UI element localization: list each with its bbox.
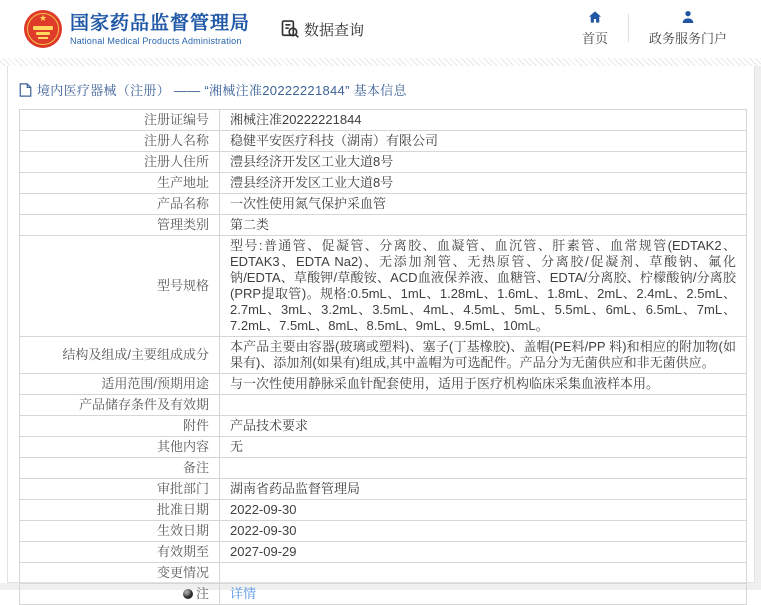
table-row (20, 584, 747, 605)
brand-text (70, 13, 250, 46)
detail-link[interactable]: 详情 (230, 586, 257, 601)
content-area (0, 66, 761, 601)
table-row (20, 395, 747, 416)
row-value (220, 458, 747, 479)
table-row (20, 500, 747, 521)
row-value: 2022-09-30 (220, 500, 747, 521)
nav-home[interactable] (562, 9, 628, 47)
table-row (20, 173, 747, 194)
registration-info-table (19, 109, 747, 605)
person-icon (680, 9, 696, 25)
home-icon (587, 9, 603, 25)
row-label: 有效期至 (20, 542, 220, 563)
row-label: 批准日期 (20, 500, 220, 521)
row-value: 湘械注准20222221844 (220, 110, 747, 131)
row-value (220, 395, 747, 416)
row-value: 型号:普通管、促凝管、分离胶、血凝管、血沉管、肝素管、血常规管(EDTAK2、EDTAK3、EDTA Na2)、无添加剂管、无热原管、分离胶/促凝剂、草酸钠、氟化钠/EDTA、草酸钾/草酸铵、ACD血液保养液、血糖管、EDTA/分离胶、柠檬酸钠/分离胶(PRP提取管)。规格:0.5mL、1mL、1.28mL、1.6mL、1.8mL、2mL、2.4mL、2.5mL、2.7mL、3mL、3.2mL、3.5mL、4mL、4.5mL、5mL、5.5mL、6mL、6.5mL、7mL、7.2mL、7.5mL、8mL、8.5mL、9mL、9.5mL、10mL。 (220, 236, 747, 337)
row-label: 注册证编号 (20, 110, 220, 131)
table-row (20, 110, 747, 131)
data-query-button[interactable] (280, 19, 364, 40)
row-label: 产品储存条件及有效期 (20, 395, 220, 416)
header-nav (562, 9, 747, 47)
row-label: 注册人住所 (20, 152, 220, 173)
row-label: 生产地址 (20, 173, 220, 194)
row-label: 其他内容 (20, 437, 220, 458)
row-value (220, 563, 747, 584)
row-label: 附件 (20, 416, 220, 437)
row-value: 无 (220, 437, 747, 458)
row-label: 变更情况 (20, 563, 220, 584)
row-value: 澧县经济开发区工业大道8号 (220, 173, 747, 194)
table-row (20, 236, 747, 337)
table-row (20, 521, 747, 542)
registration-info-rows (20, 110, 747, 605)
row-label: 适用范围/预期用途 (20, 374, 220, 395)
table-row (20, 131, 747, 152)
document-search-icon (280, 19, 300, 39)
row-value: 2022-09-30 (220, 521, 747, 542)
brand (24, 10, 250, 48)
row-value: 稳健平安医疗科技（湖南）有限公司 (220, 131, 747, 152)
agency-name-en: National Medical Products Administration (70, 35, 242, 46)
breadcrumb-text: 境内医疗器械（注册） —— “湘械注准20222221844” 基本信息 (37, 83, 407, 98)
nmpa-logo-icon: ★ (24, 10, 62, 48)
nav-gov-portal-label: 政务服务门户 (648, 31, 727, 46)
divider-hatch-strip (0, 58, 761, 66)
row-label: 备注 (20, 458, 220, 479)
table-row (20, 215, 747, 236)
row-label: 注 (20, 584, 220, 605)
main-panel (7, 66, 755, 601)
row-value: 第二类 (220, 215, 747, 236)
table-row (20, 416, 747, 437)
table-row (20, 152, 747, 173)
row-value: 一次性使用氮气保护采血管 (220, 194, 747, 215)
table-row (20, 542, 747, 563)
breadcrumb (8, 66, 754, 109)
row-value: 澧县经济开发区工业大道8号 (220, 152, 747, 173)
row-label: 产品名称 (20, 194, 220, 215)
row-label: 型号规格 (20, 236, 220, 337)
row-value: 与一次性使用静脉采血针配套使用，适用于医疗机构临床采集血液样本用。 (220, 374, 747, 395)
bulb-icon (183, 589, 193, 599)
row-value: 本产品主要由容器(玻璃或塑料)、塞子(丁基橡胶)、盖帽(PE料/PP 料)和相应的附加物(如果有)、添加剂(如果有)组成,其中盖帽为可选配件。产品分为无菌供应和非无菌供应。 (220, 337, 747, 374)
table-row (20, 563, 747, 584)
table-row (20, 479, 747, 500)
nav-home-label: 首页 (581, 31, 608, 46)
row-label: 结构及组成/主要组成成分 (20, 337, 220, 374)
row-label: 管理类别 (20, 215, 220, 236)
row-value (220, 584, 747, 605)
table-row (20, 374, 747, 395)
table-row (20, 437, 747, 458)
document-icon (19, 83, 32, 97)
nav-gov-portal[interactable] (629, 9, 747, 47)
row-value: 湖南省药品监督管理局 (220, 479, 747, 500)
row-label: 审批部门 (20, 479, 220, 500)
agency-name-zh: 国家药品监督管理局 (70, 12, 251, 34)
table-row (20, 337, 747, 374)
row-value: 2027-09-29 (220, 542, 747, 563)
data-query-label: 数据查询 (304, 21, 365, 39)
row-label: 注册人名称 (20, 131, 220, 152)
site-header (0, 0, 761, 58)
row-value: 产品技术要求 (220, 416, 747, 437)
row-label: 生效日期 (20, 521, 220, 542)
table-row (20, 458, 747, 479)
table-row (20, 194, 747, 215)
